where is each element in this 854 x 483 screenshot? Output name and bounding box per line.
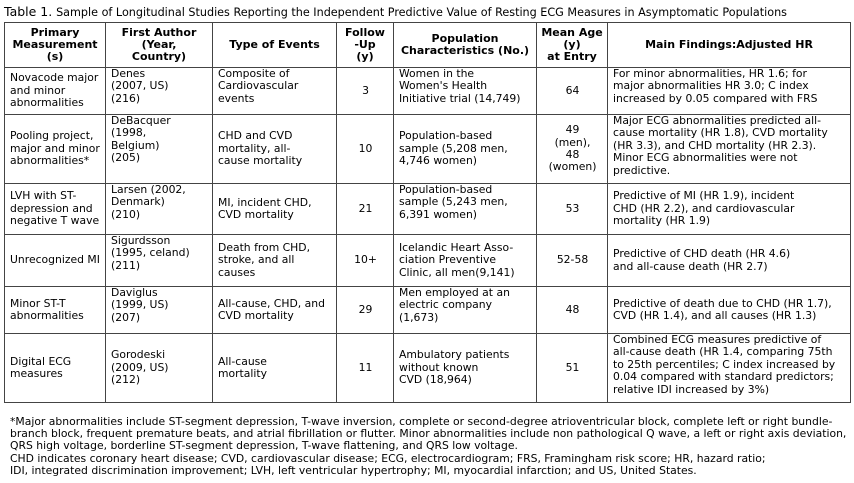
cell-age bbox=[537, 115, 608, 184]
cell-line: increased by 0.05 compared with FRS bbox=[613, 91, 818, 105]
cell-age bbox=[537, 184, 608, 235]
cell-line: major and minor bbox=[10, 141, 100, 155]
cell-line: stroke, and all bbox=[218, 253, 295, 267]
cell-line: 48 bbox=[565, 148, 580, 161]
cell-line: mortality, all- bbox=[218, 141, 291, 155]
cell-line: Death from CHD, bbox=[218, 240, 311, 254]
table-row bbox=[5, 115, 851, 184]
cell-line: Novacode major bbox=[10, 71, 99, 85]
cell-line: cause mortality (HR 1.8), CVD mortality bbox=[613, 126, 828, 140]
cell-line: Predictive of MI (HR 1.9), incident bbox=[613, 189, 795, 203]
header-primary-measurement bbox=[5, 23, 106, 68]
cell-findings bbox=[608, 68, 851, 115]
cell-line: Measurement bbox=[12, 38, 98, 51]
cell-line: abnormalities* bbox=[10, 154, 90, 168]
cell-line: (205) bbox=[111, 151, 141, 165]
cell-line: mortality bbox=[218, 367, 268, 380]
cell-line: cause mortality bbox=[218, 154, 303, 168]
cell-followup: 29 bbox=[337, 287, 394, 334]
cell-line: Belgium) bbox=[111, 138, 160, 152]
footnote-line: *Major abnormalities include ST-segment depression, T-wave inversion, complete or second-degree atrioventricular block, complete left or right bundle- bbox=[10, 415, 833, 428]
cell-line: 49 bbox=[565, 123, 580, 137]
cell-line: to 25th percentiles; C index increased by bbox=[613, 357, 836, 371]
cell-line: Combined ECG measures predictive of bbox=[613, 333, 822, 346]
cell-events bbox=[213, 235, 337, 287]
cell-line: (1998, bbox=[111, 126, 147, 140]
cell-line: measures bbox=[10, 367, 63, 380]
cell-line: 51 bbox=[565, 360, 580, 374]
footnote-line: branch block, frequent premature beats, and atrial fibrillation or flutter. Minor abnormalities include non pathological Q wave, a left or right axis deviation, bbox=[10, 427, 847, 441]
cell-findings bbox=[608, 334, 851, 403]
cell-measurement bbox=[5, 115, 106, 184]
cell-line: Primary bbox=[30, 26, 80, 39]
cell-line: Type of Events bbox=[229, 38, 320, 51]
cell-line: all-cause death (HR 1.4, comparing 75th bbox=[613, 345, 833, 359]
cell-age bbox=[537, 287, 608, 334]
cell-author bbox=[106, 334, 213, 403]
cell-author bbox=[106, 184, 213, 235]
cell-line: causes bbox=[218, 265, 256, 279]
cell-line: DeBacquer bbox=[111, 114, 171, 127]
cell-line: Composite of bbox=[218, 67, 290, 80]
cell-line: Denes bbox=[111, 67, 146, 80]
cell-line: Denmark) bbox=[111, 195, 165, 209]
header-type-of-events bbox=[213, 23, 337, 68]
cell-line: (men), bbox=[554, 135, 591, 149]
cell-line: sample (5,243 men, bbox=[399, 195, 508, 209]
cell-line: and all-cause death (HR 2.7) bbox=[613, 259, 768, 273]
cell-line: Cardiovascular bbox=[218, 79, 299, 93]
cell-line: (207) bbox=[111, 310, 141, 324]
cell-line: All-cause, CHD, and bbox=[218, 296, 325, 310]
cell-line: All-cause bbox=[218, 354, 267, 368]
cell-line: (1999, US) bbox=[111, 298, 169, 312]
cell-line: Digital ECG bbox=[10, 354, 72, 368]
cell-line: (Year, bbox=[141, 38, 177, 51]
footnote-line: CHD indicates coronary heart disease; CVD, cardiovascular disease; ECG, electrocardiogram; FRS, Framingham risk score; HR, hazard ratio; bbox=[10, 451, 766, 465]
cell-line: (2009, US) bbox=[111, 360, 169, 374]
cell-measurement bbox=[5, 334, 106, 403]
cell-findings bbox=[608, 115, 851, 184]
cell-followup: 3 bbox=[337, 68, 394, 115]
cell-author bbox=[106, 235, 213, 287]
cell-events bbox=[213, 334, 337, 403]
cell-findings bbox=[608, 235, 851, 287]
table-row bbox=[5, 235, 851, 287]
cell-line: (women) bbox=[548, 160, 597, 174]
cell-line: Predictive of CHD death (HR 4.6) bbox=[613, 247, 791, 261]
cell-measurement bbox=[5, 184, 106, 235]
cell-measurement bbox=[5, 235, 106, 287]
cell-line: Predictive of death due to CHD (HR 1.7), bbox=[613, 296, 832, 310]
cell-age bbox=[537, 334, 608, 403]
table-number: Table 1. bbox=[4, 4, 53, 19]
cell-line: (211) bbox=[111, 258, 141, 272]
table-row bbox=[5, 334, 851, 403]
cell-line: First Author bbox=[121, 26, 197, 39]
cell-age bbox=[537, 68, 608, 115]
cell-population bbox=[394, 184, 537, 235]
cell-line: For minor abnormalities, HR 1.6; for bbox=[613, 67, 807, 80]
cell-line: Daviglus bbox=[111, 286, 158, 299]
cell-line: 0.04 compared with standard predictors; bbox=[613, 370, 834, 384]
cell-population bbox=[394, 287, 537, 334]
cell-line: Population-based bbox=[399, 129, 493, 143]
cell-line: 64 bbox=[565, 83, 580, 97]
cell-measurement bbox=[5, 68, 106, 115]
cell-line: Main Findings:Adjusted HR bbox=[645, 38, 813, 51]
cell-line: (1,673) bbox=[399, 310, 439, 324]
cell-line: abnormalities bbox=[10, 309, 84, 322]
cell-population bbox=[394, 68, 537, 115]
cell-events bbox=[213, 68, 337, 115]
cell-line: (2007, US) bbox=[111, 79, 169, 93]
cell-line: Characteristics (No.) bbox=[400, 44, 530, 57]
table-row bbox=[5, 184, 851, 235]
cell-followup: 10 bbox=[337, 115, 394, 184]
cell-line: CVD (18,964) bbox=[399, 373, 472, 387]
header-main-findings bbox=[608, 23, 851, 68]
cell-author bbox=[106, 115, 213, 184]
cell-line: Men employed at an bbox=[399, 286, 510, 299]
cell-line: mortality (HR 1.9) bbox=[613, 214, 711, 228]
cell-line: relative IDI increased by 3%) bbox=[613, 382, 770, 396]
cell-line: 53 bbox=[565, 201, 580, 215]
cell-line: Women in the bbox=[399, 67, 475, 80]
cell-line: CVD mortality bbox=[218, 208, 294, 221]
cell-line: electric company bbox=[399, 298, 493, 312]
header-population bbox=[394, 23, 537, 68]
cell-line: Population bbox=[431, 32, 499, 45]
cell-line: Mean Age bbox=[541, 26, 603, 39]
cell-line: predictive. bbox=[613, 163, 671, 177]
cell-line: CVD mortality bbox=[218, 309, 294, 322]
cell-line: negative T wave bbox=[10, 214, 100, 228]
cell-line: MI, incident CHD, bbox=[218, 195, 312, 209]
cell-line: abnormalities bbox=[10, 96, 84, 110]
cell-findings bbox=[608, 184, 851, 235]
cell-followup: 10+ bbox=[337, 235, 394, 287]
cell-line: (216) bbox=[111, 91, 141, 105]
cell-line: Icelandic Heart Asso- bbox=[399, 240, 514, 254]
cell-line: Sigurdsson bbox=[111, 234, 171, 247]
cell-line: (y) bbox=[356, 50, 374, 63]
cell-line: Ambulatory patients bbox=[399, 348, 510, 362]
cell-line: at Entry bbox=[547, 50, 597, 63]
cell-line: LVH with ST- bbox=[10, 189, 77, 203]
cell-line: 4,746 women) bbox=[399, 154, 477, 168]
cell-line: Gorodeski bbox=[111, 348, 166, 362]
cell-line: ciation Preventive bbox=[399, 253, 496, 267]
cell-line: Minor ST-T bbox=[10, 296, 66, 310]
cell-line: Major ECG abnormalities predicted all- bbox=[613, 114, 821, 127]
cell-author bbox=[106, 287, 213, 334]
cell-author bbox=[106, 68, 213, 115]
table-title: Sample of Longitudinal Studies Reporting the Independent Predictive Value of Resting ECG Measures in Asymptomatic Populations bbox=[56, 6, 787, 19]
cell-line: (212) bbox=[111, 373, 141, 387]
cell-line: and minor bbox=[10, 83, 66, 97]
cell-line: Larsen (2002, bbox=[111, 183, 186, 196]
cell-line: CVD (HR 1.4), and all causes (HR 1.3) bbox=[613, 309, 817, 322]
cell-followup: 11 bbox=[337, 334, 394, 403]
cell-line: CHD and CVD bbox=[218, 129, 293, 143]
cell-line: Initiative trial (14,749) bbox=[399, 91, 521, 105]
cell-measurement bbox=[5, 287, 106, 334]
cell-findings bbox=[608, 287, 851, 334]
cell-line: (1995, celand) bbox=[111, 246, 190, 260]
studies-table bbox=[4, 22, 851, 403]
cell-line: Clinic, all men(9,141) bbox=[399, 265, 515, 279]
cell-line: depression and bbox=[10, 201, 93, 215]
cell-line: Follow bbox=[345, 26, 385, 39]
cell-followup: 21 bbox=[337, 184, 394, 235]
cell-line: 52-58 bbox=[556, 253, 589, 267]
header-first-author bbox=[106, 23, 213, 68]
cell-events bbox=[213, 287, 337, 334]
table-caption bbox=[4, 2, 787, 22]
cell-line: Country) bbox=[131, 50, 187, 63]
cell-events bbox=[213, 184, 337, 235]
footnote-line: QRS high voltage, borderline ST-segment depression, T-wave flattening, and QRS low voltage. bbox=[10, 439, 518, 453]
cell-line: Women's Health bbox=[399, 79, 488, 93]
cell-line: Population-based bbox=[399, 183, 493, 196]
table-footnotes bbox=[10, 416, 850, 477]
cell-line: major abnormalities HR 3.0; C index bbox=[613, 79, 809, 93]
cell-line: without known bbox=[399, 360, 479, 374]
cell-line: (HR 3.3), and CHD mortality (HR 2.3). bbox=[613, 138, 817, 152]
cell-line: sample (5,208 men, bbox=[399, 141, 508, 155]
cell-population bbox=[394, 235, 537, 287]
cell-line: 6,391 women) bbox=[399, 207, 477, 221]
cell-population bbox=[394, 115, 537, 184]
cell-line: CHD (HR 2.2), and cardiovascular bbox=[613, 201, 795, 215]
cell-line: events bbox=[218, 91, 255, 105]
footnote-line: IDI, integrated discrimination improvement; LVH, left ventricular hypertrophy; MI, myocardial infarction; and US, United States. bbox=[10, 463, 697, 477]
cell-age bbox=[537, 235, 608, 287]
cell-population bbox=[394, 334, 537, 403]
cell-line: Minor ECG abnormalities were not bbox=[613, 151, 798, 165]
header-follow-up bbox=[337, 23, 394, 68]
table-row bbox=[5, 287, 851, 334]
cell-line: (y) bbox=[563, 38, 581, 51]
cell-line: (s) bbox=[46, 50, 64, 63]
table-row bbox=[5, 68, 851, 115]
header-row bbox=[5, 23, 851, 68]
cell-line: (210) bbox=[111, 207, 141, 221]
cell-line: Unrecognized MI bbox=[10, 253, 100, 267]
cell-events bbox=[213, 115, 337, 184]
cell-line: -Up bbox=[354, 38, 376, 51]
cell-line: 48 bbox=[565, 302, 580, 316]
header-mean-age bbox=[537, 23, 608, 68]
cell-line: Pooling project, bbox=[10, 129, 94, 143]
